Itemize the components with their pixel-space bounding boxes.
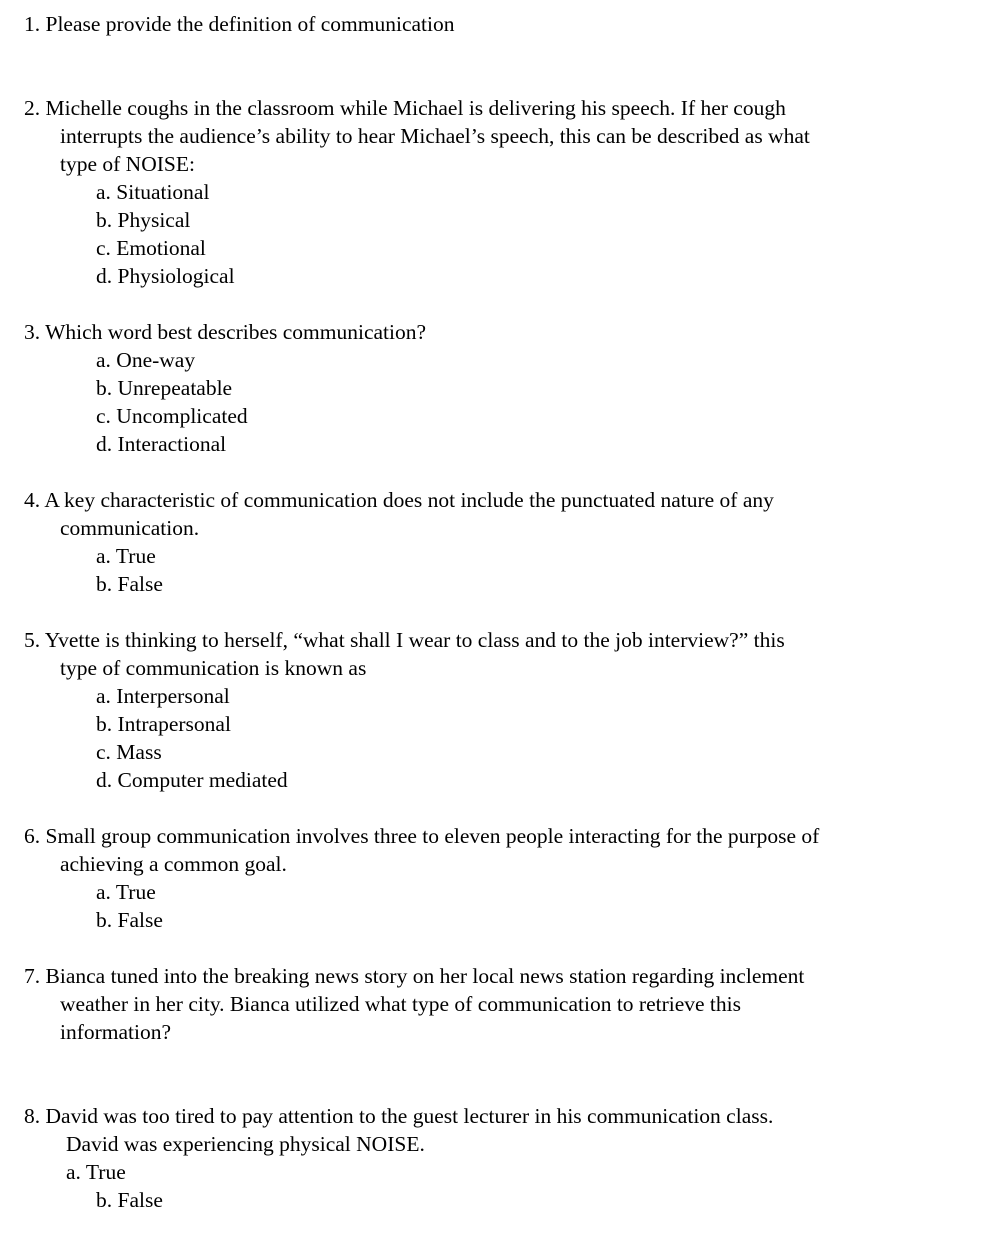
question-4-text: 4. A key characteristic of communication does not include the punctuated nature of any (24, 488, 774, 512)
question-6-option-a: a. True (96, 880, 156, 904)
question-2-option-d: d. Physiological (96, 264, 235, 288)
question-6-text-line-2: achieving a common goal. (60, 852, 287, 876)
question-1-text: 1. Please provide the definition of communication (24, 12, 455, 36)
question-2-option-a: a. Situational (96, 180, 210, 204)
question-8-text: 8. David was too tired to pay attention to the guest lecturer in his communication class. (24, 1104, 774, 1128)
question-3-option-a: a. One-way (96, 348, 196, 372)
question-5-option-a: a. Interpersonal (96, 684, 230, 708)
question-7-text-line-3: information? (60, 1020, 172, 1044)
question-2-text: 2. Michelle coughs in the classroom while Michael is delivering his speech. If her cough (24, 96, 786, 120)
question-8-option-b: b. False (96, 1188, 163, 1212)
question-2-option-c: c. Emotional (96, 236, 206, 260)
question-6-text: 6. Small group communication involves three to eleven people interacting for the purpose of (24, 824, 820, 848)
question-8-option-a: a. True (66, 1160, 126, 1184)
question-4-option-a: a. True (96, 544, 156, 568)
question-2-text-line-3: type of NOISE: (60, 152, 195, 176)
question-4-option-b: b. False (96, 572, 163, 596)
question-3-option-d: d. Interactional (96, 432, 227, 456)
question-5-option-d: d. Computer mediated (96, 768, 288, 792)
question-3-option-c: c. Uncomplicated (96, 404, 248, 428)
question-6-option-b: b. False (96, 908, 163, 932)
question-2-option-b: b. Physical (96, 208, 191, 232)
question-3-text: 3. Which word best describes communication? (24, 320, 427, 344)
question-7-text: 7. Bianca tuned into the breaking news story on her local news station regarding inclement (24, 964, 805, 988)
question-5-option-b: b. Intrapersonal (96, 712, 231, 736)
question-5-text-line-2: type of communication is known as (60, 656, 367, 680)
question-7-text-line-2: weather in her city. Bianca utilized what type of communication to retrieve this (60, 992, 741, 1016)
question-4-text-line-2: communication. (60, 516, 200, 540)
question-8-text-line-2: David was experiencing physical NOISE. (66, 1132, 425, 1156)
question-3-option-b: b. Unrepeatable (96, 376, 233, 400)
question-5-option-c: c. Mass (96, 740, 162, 764)
question-5-text: 5. Yvette is thinking to herself, “what shall I wear to class and to the job interview?” this (24, 628, 785, 652)
question-2-text-line-2: interrupts the audience’s ability to hear Michael’s speech, this can be described as what (60, 124, 810, 148)
